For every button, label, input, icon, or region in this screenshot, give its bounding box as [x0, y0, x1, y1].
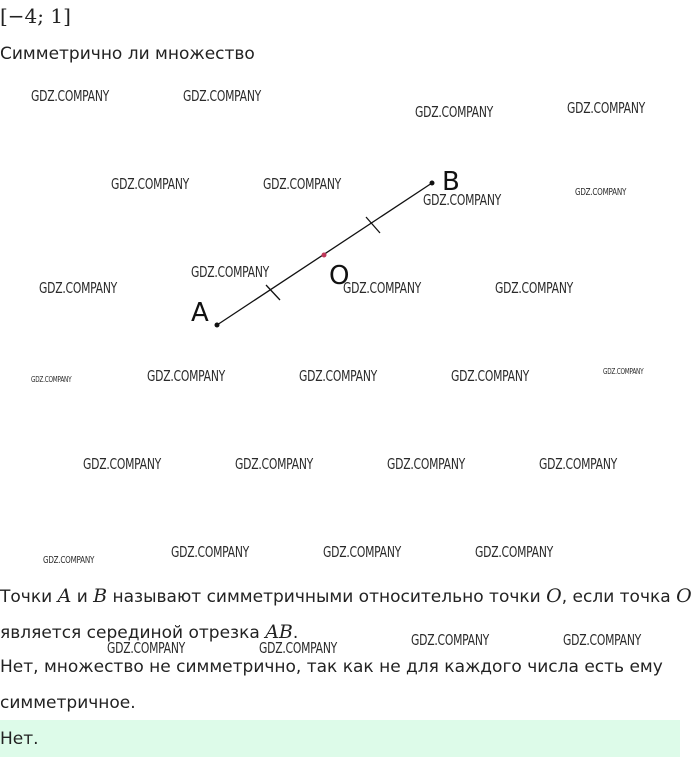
watermark: GDZ.COMPANY	[423, 191, 502, 209]
final-answer: Нет.	[0, 729, 39, 749]
watermark: GDZ.COMPANY	[603, 367, 644, 376]
watermark: GDZ.COMPANY	[191, 263, 270, 281]
watermark: GDZ.COMPANY	[171, 543, 250, 561]
watermark: GDZ.COMPANY	[567, 99, 646, 117]
interval-formula: [−4; 1]	[0, 4, 71, 28]
watermark: GDZ.COMPANY	[323, 543, 402, 561]
watermark: GDZ.COMPANY	[495, 279, 574, 297]
text: называют симметричными относительно точки	[107, 587, 547, 607]
text: и	[71, 587, 94, 607]
text: Точки	[0, 587, 58, 607]
watermark: GDZ.COMPANY	[387, 455, 466, 473]
watermark: GDZ.COMPANY	[411, 631, 490, 649]
label-b: B	[442, 167, 460, 197]
final-answer-box	[0, 720, 680, 757]
definition-line-2	[0, 620, 298, 645]
definition-line-1	[0, 584, 692, 609]
question-text: Симметрично ли множество	[0, 44, 255, 64]
watermark: GDZ.COMPANY	[111, 175, 190, 193]
watermark: GDZ.COMPANY	[415, 103, 494, 121]
point-b	[430, 181, 435, 186]
watermark: GDZ.COMPANY	[183, 87, 262, 105]
watermark: GDZ.COMPANY	[235, 455, 314, 473]
watermark: GDZ.COMPANY	[475, 543, 554, 561]
watermark: GDZ.COMPANY	[83, 455, 162, 473]
math-ab: AB	[265, 621, 293, 643]
watermark: GDZ.COMPANY	[43, 555, 95, 566]
label-a: A	[191, 298, 209, 328]
watermark: GDZ.COMPANY	[343, 279, 422, 297]
watermark: GDZ.COMPANY	[107, 639, 186, 657]
answer-text: симметричное.	[0, 693, 136, 713]
math-a: A	[57, 585, 72, 607]
watermark: GDZ.COMPANY	[451, 367, 530, 385]
text: , если точка	[561, 587, 677, 607]
math-o: O	[546, 585, 562, 607]
answer-text: Нет, множество не симметрично, так как не для каждого числа есть ему	[0, 657, 663, 677]
watermark: GDZ.COMPANY	[31, 375, 72, 384]
point-a	[215, 323, 220, 328]
label-o: O	[329, 261, 350, 291]
watermark: GDZ.COMPANY	[31, 87, 110, 105]
watermark: GDZ.COMPANY	[299, 367, 378, 385]
math-o: O	[676, 585, 692, 607]
text: является серединой отрезка	[0, 623, 266, 643]
text: .	[292, 623, 299, 643]
watermark: GDZ.COMPANY	[563, 631, 642, 649]
watermark: GDZ.COMPANY	[575, 187, 627, 198]
watermark: GDZ.COMPANY	[263, 175, 342, 193]
math-b: B	[93, 585, 108, 607]
watermark: GDZ.COMPANY	[147, 367, 226, 385]
watermark: GDZ.COMPANY	[39, 279, 118, 297]
watermark: GDZ.COMPANY	[539, 455, 618, 473]
point-o	[322, 253, 327, 258]
watermark: GDZ.COMPANY	[259, 639, 338, 657]
